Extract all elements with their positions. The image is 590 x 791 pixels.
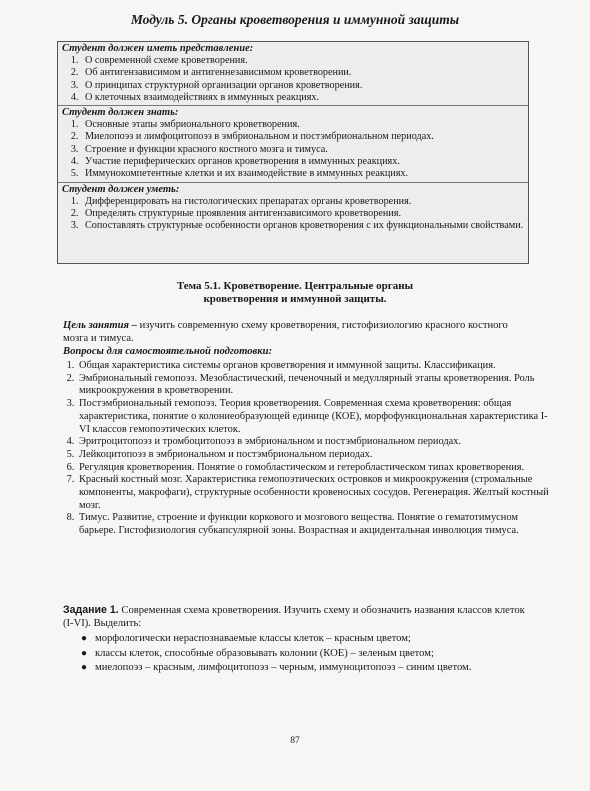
bullet-icon: ●	[81, 647, 88, 659]
section-heading: Студент должен знать:	[62, 107, 179, 119]
list-item: 2. Миелопоэз и лимфоцитопоэз в эмбриональном и постэмбриональном периодах.	[81, 131, 524, 143]
requirements-box	[57, 41, 529, 264]
question-item: 5. Лейкоцитопоэз в эмбриональном и постэмбриональном периодах.	[77, 449, 552, 462]
question-item: 4. Эритроцитопоэз и тромбоцитопоэз в эмбриональном и постэмбриональном периодах.	[77, 436, 552, 449]
list-item: 3. Сопоставлять структурные особенности органов кроветворения с их функциональными свойствами.	[81, 220, 524, 232]
bullet-item	[81, 661, 555, 676]
list-item: 1. О современной схеме кроветворения.	[81, 55, 524, 67]
list-item: 3. О принципах структурной организации органов кроветворения.	[81, 80, 524, 92]
list-item: 2. Об антигензависимом и антигеннезависимом кроветворении.	[81, 67, 524, 79]
bullet-text: морфологически нераспознаваемые классы клеток – красным цветом;	[95, 633, 411, 644]
bullet-text: миелопоэз – красным, лимфоцитопоэз – черным, иммуноцитопоэз – синим цветом.	[95, 662, 472, 673]
list-item: 4. О клеточных взаимодействиях в иммунных реакциях.	[81, 92, 524, 104]
topic-title	[0, 280, 590, 306]
question-item: 2. Эмбриональный гемопоэз. Мезобластический, печеночный и медуллярный этапы кроветворения. Роль микроокружения в кроветворении.	[77, 373, 552, 398]
list-item: 1. Дифференцировать на гистологических препаратах органы кроветворения.	[81, 196, 524, 208]
topic-title-line: кроветворения и иммунной защиты.	[203, 293, 387, 305]
topic-title-line: Тема 5.1. Кроветворение. Центральные органы	[176, 280, 414, 292]
lesson-goal	[63, 320, 533, 346]
module-title: Модуль 5. Органы кроветворения и иммунной защиты	[130, 12, 460, 27]
question-item: 7. Красный костный мозг. Характеристика гемопоэтических островков и микроокружения (стромальные компоненты, макрофаги), структурные особенности кровеносных сосудов. Регенерация. Желтый костный мозг.	[77, 474, 552, 512]
requirements-section-know	[58, 106, 528, 182]
task-label: Задание 1.	[63, 604, 119, 616]
question-item: 6. Регуляция кроветворения. Понятие о гомобластическом и гетеробластическом типах кроветворения.	[77, 462, 552, 475]
task-bullets	[80, 632, 555, 676]
goal-text: изучить современную схему кроветворения, гистофизиологию красного костного мозга и тимуса.	[63, 320, 508, 344]
section-heading: Студент должен уметь:	[62, 183, 180, 195]
list-item: 3. Строение и функции красного костного мозга и тимуса.	[81, 144, 524, 156]
bullet-item	[81, 647, 555, 662]
section-heading: Студент должен иметь представление:	[62, 43, 254, 54]
question-item: 8. Тимус. Развитие, строение и функции коркового и мозгового вещества. Понятие о гематотимусном барьере. Гистофизиология субкапсулярной зоны. Возрастная и акцидентальная инволюция тимуса.	[77, 512, 552, 537]
list-item: 2. Определять структурные проявления антигензависимого кроветворения.	[81, 208, 524, 220]
task-1	[63, 604, 533, 630]
bullet-icon: ●	[81, 633, 88, 644]
questions-list	[63, 360, 552, 538]
requirements-section-represent	[58, 42, 528, 106]
page-number: 87	[290, 736, 300, 746]
list-item: 4. Участие периферических органов кроветворения в иммунных реакциях.	[81, 156, 524, 168]
questions-heading: Вопросы для самостоятельной подготовки:	[63, 346, 273, 357]
list-item: 5. Иммунокомпетентные клетки и их взаимодействие в иммунных реакциях.	[81, 168, 524, 180]
list-item: 1. Основные этапы эмбрионального кроветворения.	[81, 119, 524, 131]
question-item: 1. Общая характеристика системы органов кроветворения и иммунной защиты. Классификация.	[77, 360, 552, 373]
requirements-section-skills	[58, 183, 528, 234]
question-item: 3. Постэмбриональный гемопоэз. Теория кроветворения. Современная схема кроветворения: общая характеристика, понятие о колониеобразующей единице (КОЕ), морфофункциональная характеристика I-VI классов гемопоэтических клеток.	[77, 398, 552, 436]
bullet-text: классы клеток, способные образовывать колонии (КОЕ) – зеленым цветом;	[95, 647, 434, 659]
task-text: Современная схема кроветворения. Изучить схему и обозначить названия классов клеток (I-VI). Выделить:	[63, 605, 525, 629]
bullet-icon: ●	[81, 662, 88, 673]
bullet-item	[81, 632, 555, 647]
goal-label: Цель занятия –	[63, 320, 137, 331]
